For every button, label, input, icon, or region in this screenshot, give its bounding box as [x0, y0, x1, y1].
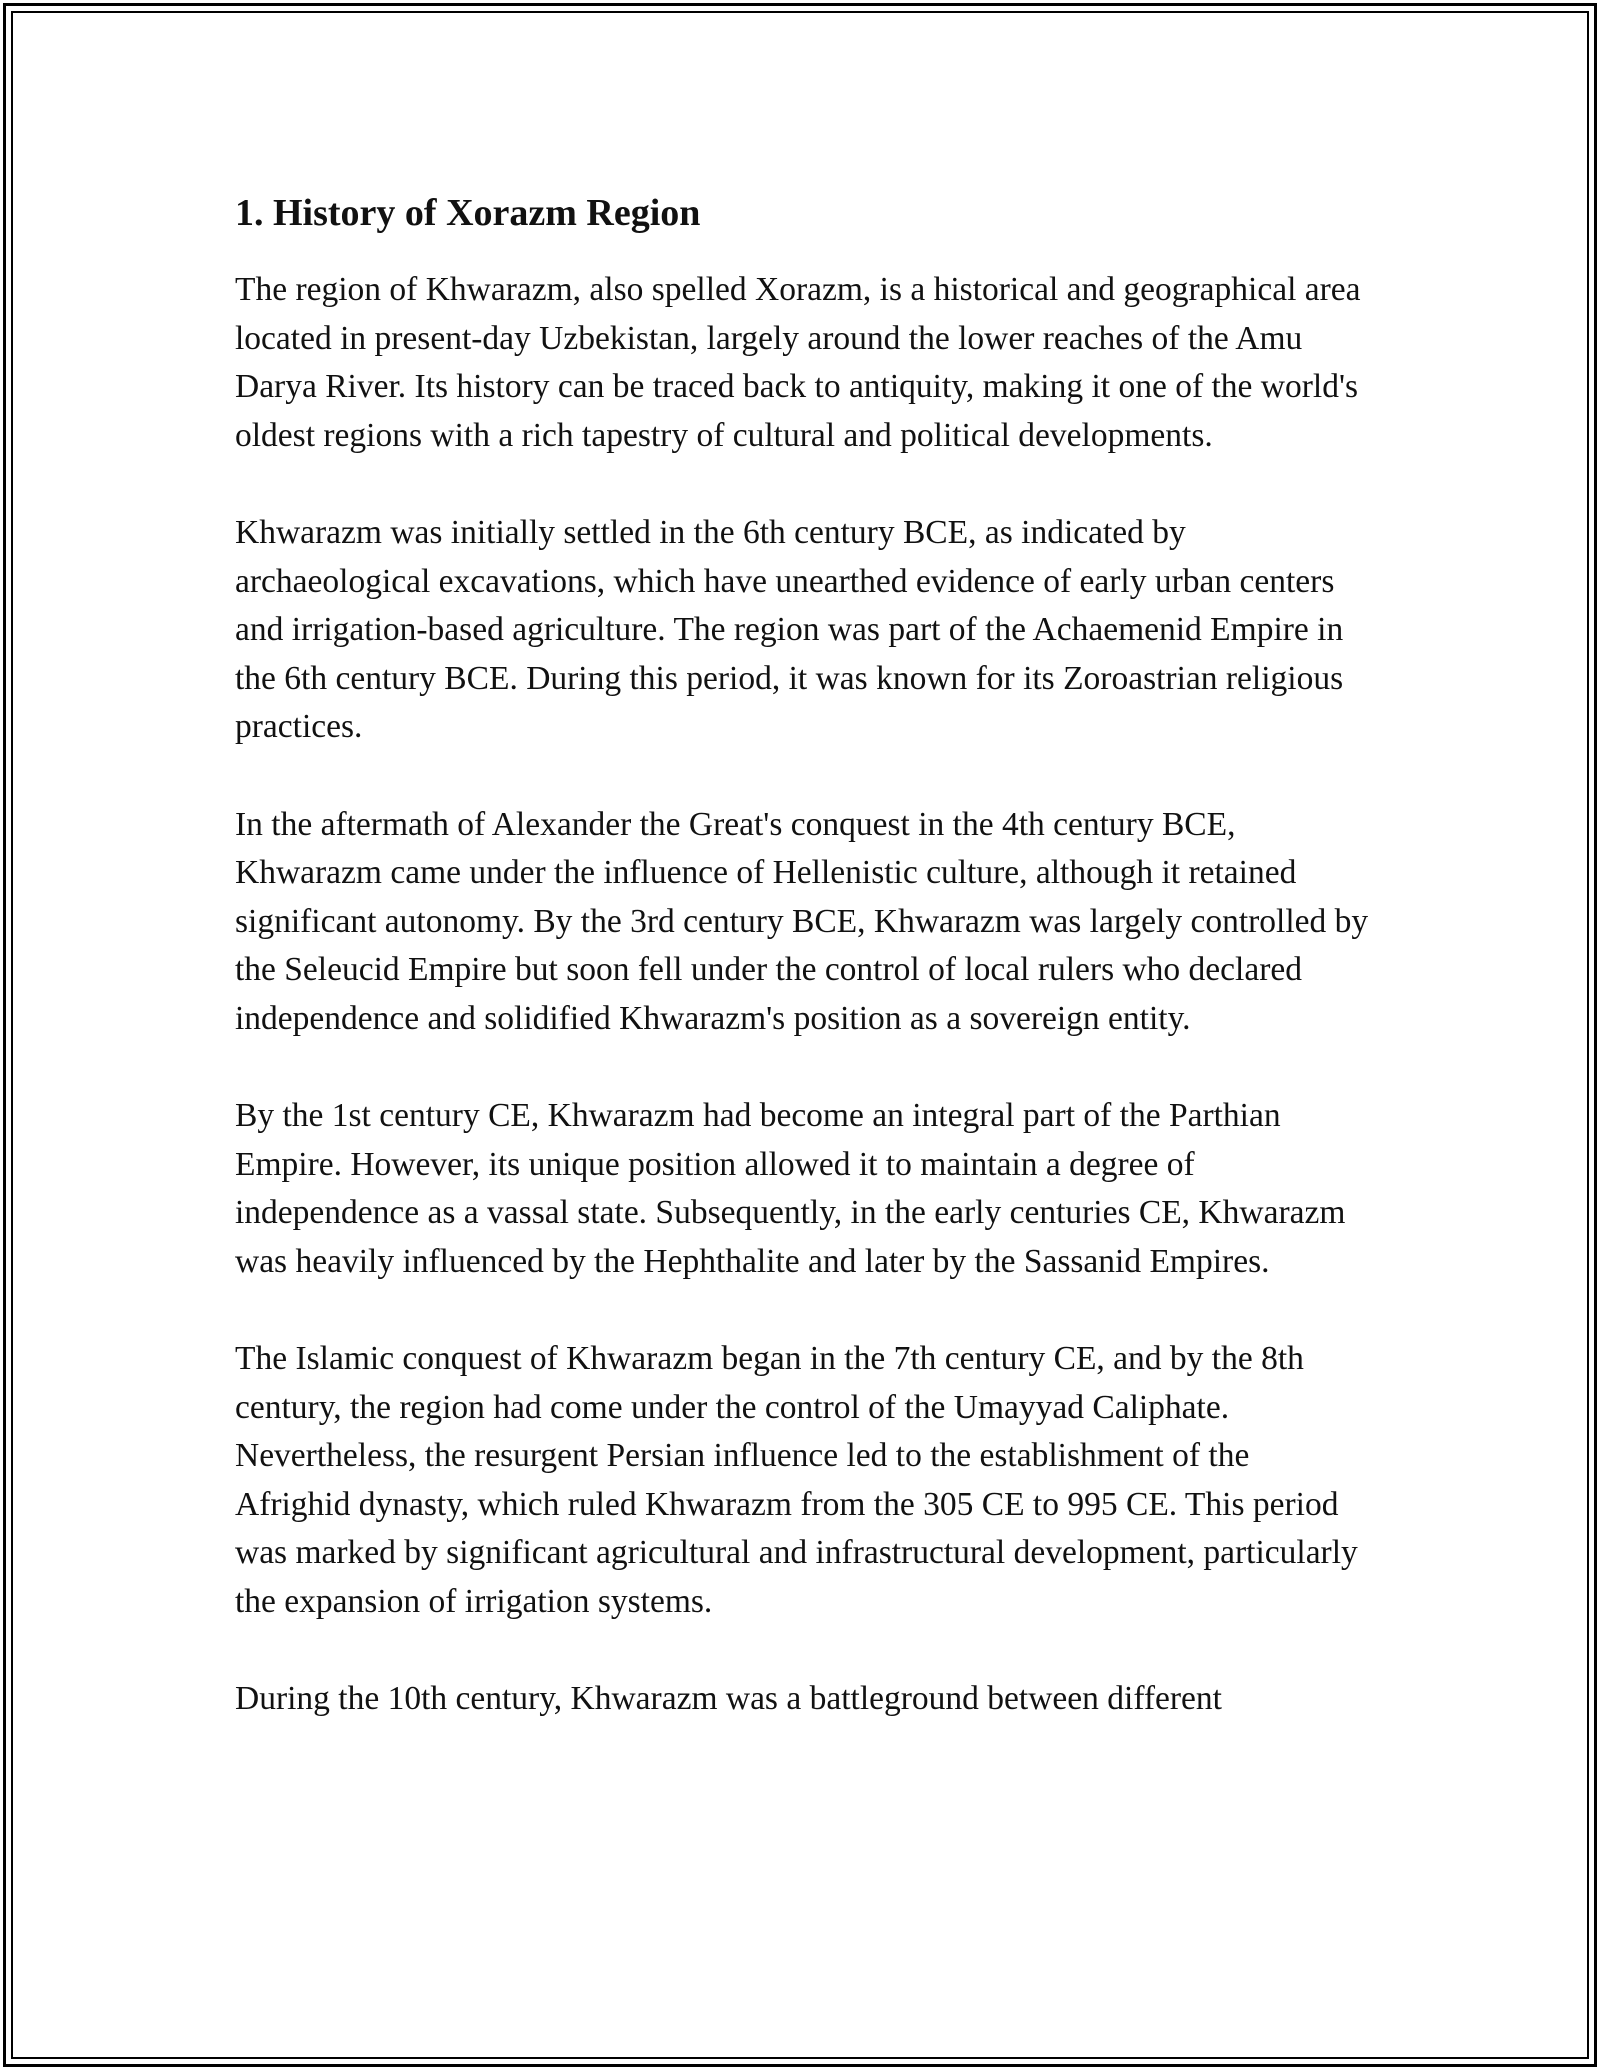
paragraph-6: During the 10th century, Khwarazm was a battleground between different — [235, 1680, 1222, 1718]
paragraph-5: The Islamic conquest of Khwarazm began in the 7th century CE, and by the 8th century, the region had come under the control of the Umayyad Caliphate. Nevertheless, the resurgent Persian influence led to the establishment of the Afrighid dynasty, which ruled Khwarazm from the 305 CE to 995 CE. This period was marked by significant agricultural and infrastructural development, particularly the expansion of irrigation systems. — [235, 1340, 1358, 1621]
paragraph-3: In the aftermath of Alexander the Great's conquest in the 4th century BCE, Khwarazm came under the influence of Hellenistic culture, although it retained significant autonomy. By the 3rd century BCE, Khwarazm was largely controlled by the Seleucid Empire but soon fell under the control of local rulers who declared independence and solidified Khwarazm's position as a sovereign entity. — [235, 805, 1369, 1037]
paragraph-1: The region of Khwarazm, also spelled Xorazm, is a historical and geographical area located in present-day Uzbekistan, largely around the lower reaches of the Amu Darya River. Its history can be traced back to antiquity, making it one of the world's oldest regions with a rich tapestry of cultural and political developments. — [235, 271, 1361, 454]
paragraph-4: By the 1st century CE, Khwarazm had become an integral part of the Parthian Empire. However, its unique position allowed it to maintain a degree of independence as a vassal state. Subsequently, in the early centuries CE, Khwarazm was heavily influenced by the Hephthalite and later by the Sassanid Empires. — [235, 1097, 1346, 1280]
paragraph-2: Khwarazm was initially settled in the 6th century BCE, as indicated by archaeological excavations, which have unearthed evidence of early urban centers and irrigation-based agriculture. The region was part of the Achaemenid Empire in the 6th century BCE. During this period, it was known for its Zoroastrian religious practices. — [235, 513, 1344, 746]
document-body — [235, 188, 1370, 1772]
section-title: 1. History of Xorazm Region — [235, 192, 701, 234]
